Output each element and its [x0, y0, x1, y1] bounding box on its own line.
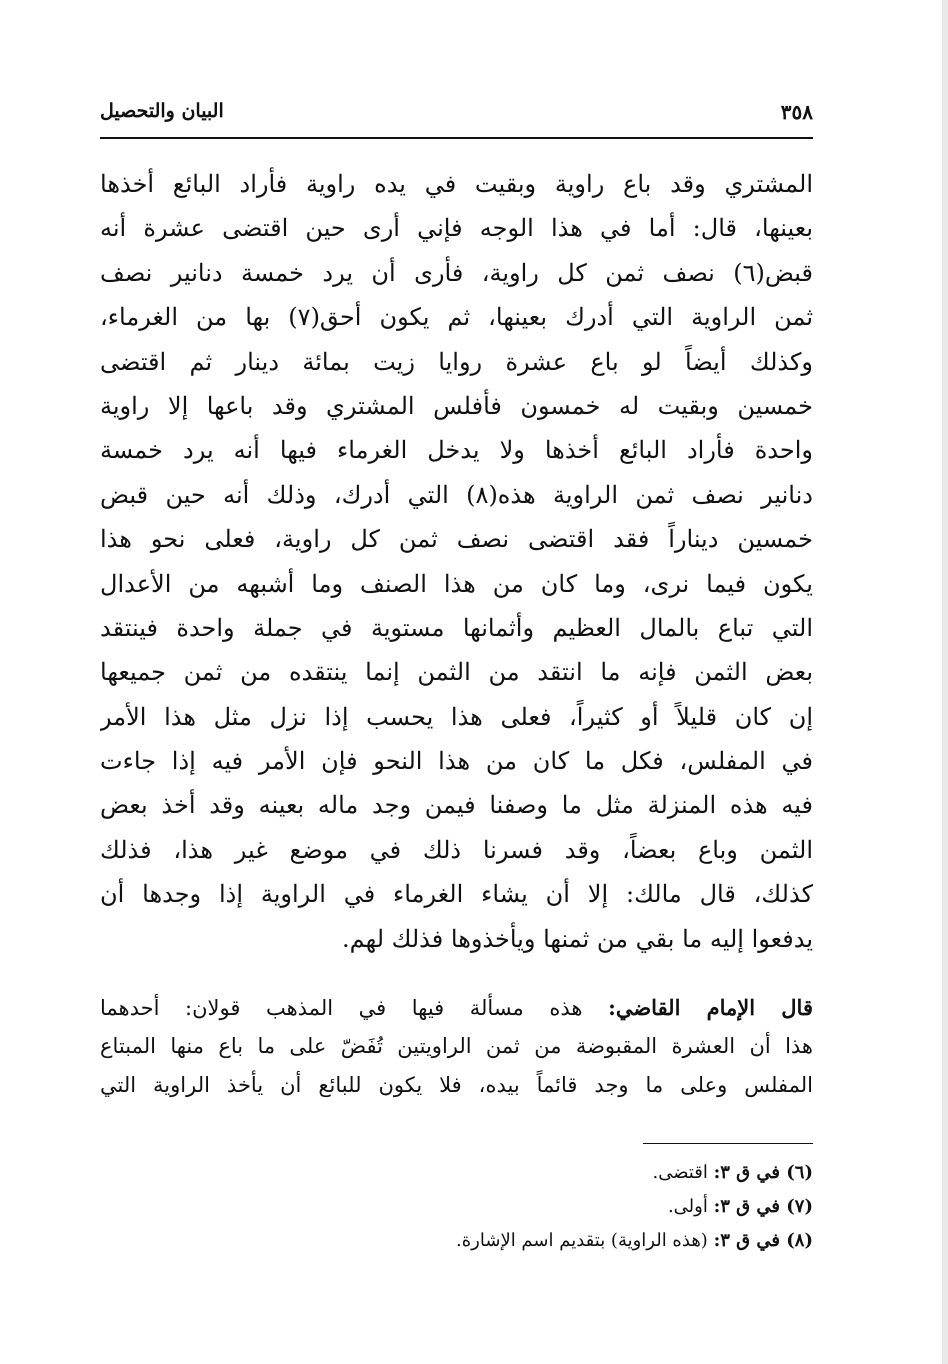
header-rule	[100, 137, 813, 139]
text-line: التي تباع بالمال العظيم وأثمانها مستوية في جملة واحدة فينتقد	[100, 613, 813, 642]
footnote-text: (هذه الراوية) بتقديم اسم الإشارة.	[456, 1230, 708, 1251]
footnote-rule	[643, 1143, 813, 1144]
main-text-block	[100, 162, 813, 961]
text-line: كذلك، قال مالك: إلا أن يشاء الغرماء في الراوية إذا وجدها أن	[100, 880, 813, 909]
page-number: ٣٥٨	[780, 100, 813, 124]
text-line: واحدة فأراد البائع أخذها ولا يدخل الغرماء فيها أنه يرد خمسة	[100, 436, 813, 465]
footnote-marker: (٦) في ق ٣:	[713, 1162, 813, 1183]
footnote-text: أولى.	[667, 1196, 708, 1217]
commentary-line: هذا أن العشرة المقبوضة من ثمن الراويتين تُفَضّ على ما باع منها المبتاع	[100, 1034, 813, 1058]
text-line: وكذلك أيضاً لو باع عشرة روايا زيت بمائة دينار ثم اقتضى	[100, 347, 813, 376]
running-title: البيان والتحصيل	[100, 100, 224, 122]
text-line: قبض(٦) نصف ثمن كل راوية، فأرى أن يرد خمسة دنانير نصف	[100, 258, 813, 287]
text-line: المشتري وقد باع راوية وبقيت في يده راوية فأراد البائع أخذها	[100, 170, 813, 198]
commentary-paragraph	[100, 988, 813, 1105]
commentary-first-line	[100, 988, 813, 1027]
footnote-marker: (٨) في ق ٣:	[713, 1230, 813, 1251]
footnote	[100, 1224, 813, 1258]
text-line: بعض الثمن فإنه ما انتقد من الثمن إنما ينتقده من ثمن جميعها	[100, 658, 813, 687]
text-line: خمسين وبقيت له خمسون فأفلس المشتري وقد باعها إلا راوية	[100, 391, 813, 420]
scan-edge-shadow	[942, 0, 948, 1364]
text-line: يكون فيما نرى، وما كان من هذا الصنف وما أشبهه من الأعدال	[100, 569, 813, 598]
commentary-line: المفلس وعلى ما وجد قائماً بيده، فلا يكون للبائع أن يأخذ الراوية التي	[100, 1073, 813, 1097]
footnote	[100, 1156, 813, 1190]
text-line: في المفلس، فكل ما كان من هذا النحو فإن الأمر فيه إذا جاءت	[100, 747, 813, 776]
text-line: دنانير نصف ثمن الراوية هذه(٨) التي أدرك، وذلك أنه حين قبض	[100, 480, 813, 509]
text-line: يدفعوا إليه ما بقي من ثمنها ويأخذوها فذلك لهم.	[342, 924, 813, 953]
text-line: إن كان قليلاً أو كثيراً، فعلى هذا يحسب إذا نزل مثل هذا الأمر	[100, 702, 813, 731]
running-header	[100, 96, 813, 136]
text-line: الثمن وباع بعضاً، وقد فسرنا ذلك في موضع غير هذا، فذلك	[100, 835, 813, 864]
commentary-first-line-text: هذه مسألة فيها في المذهب قولان: أحدهما	[100, 996, 583, 1020]
footnote-marker: (٧) في ق ٣:	[713, 1196, 813, 1217]
text-line: بعينها، قال: أما في هذا الوجه فإني أرى حين اقتضى عشرة أنه	[100, 214, 813, 243]
footnote-text: اقتضى.	[652, 1162, 708, 1183]
text-line: خمسين ديناراً فقد اقتضى نصف ثمن كل راوية، فعلى نحو هذا	[100, 525, 813, 554]
footnotes	[100, 1156, 813, 1258]
footnote	[100, 1190, 813, 1224]
commentary-lead: قال الإمام القاضي:	[608, 995, 813, 1020]
text-line: ثمن الراوية التي أدرك بعينها، ثم يكون أحق(٧) بها من الغرماء،	[100, 303, 813, 332]
text-line: فيه هذه المنزلة مثل ما وصفنا فيمن وجد ماله بعينه وقد أخذ بعض	[100, 791, 813, 820]
